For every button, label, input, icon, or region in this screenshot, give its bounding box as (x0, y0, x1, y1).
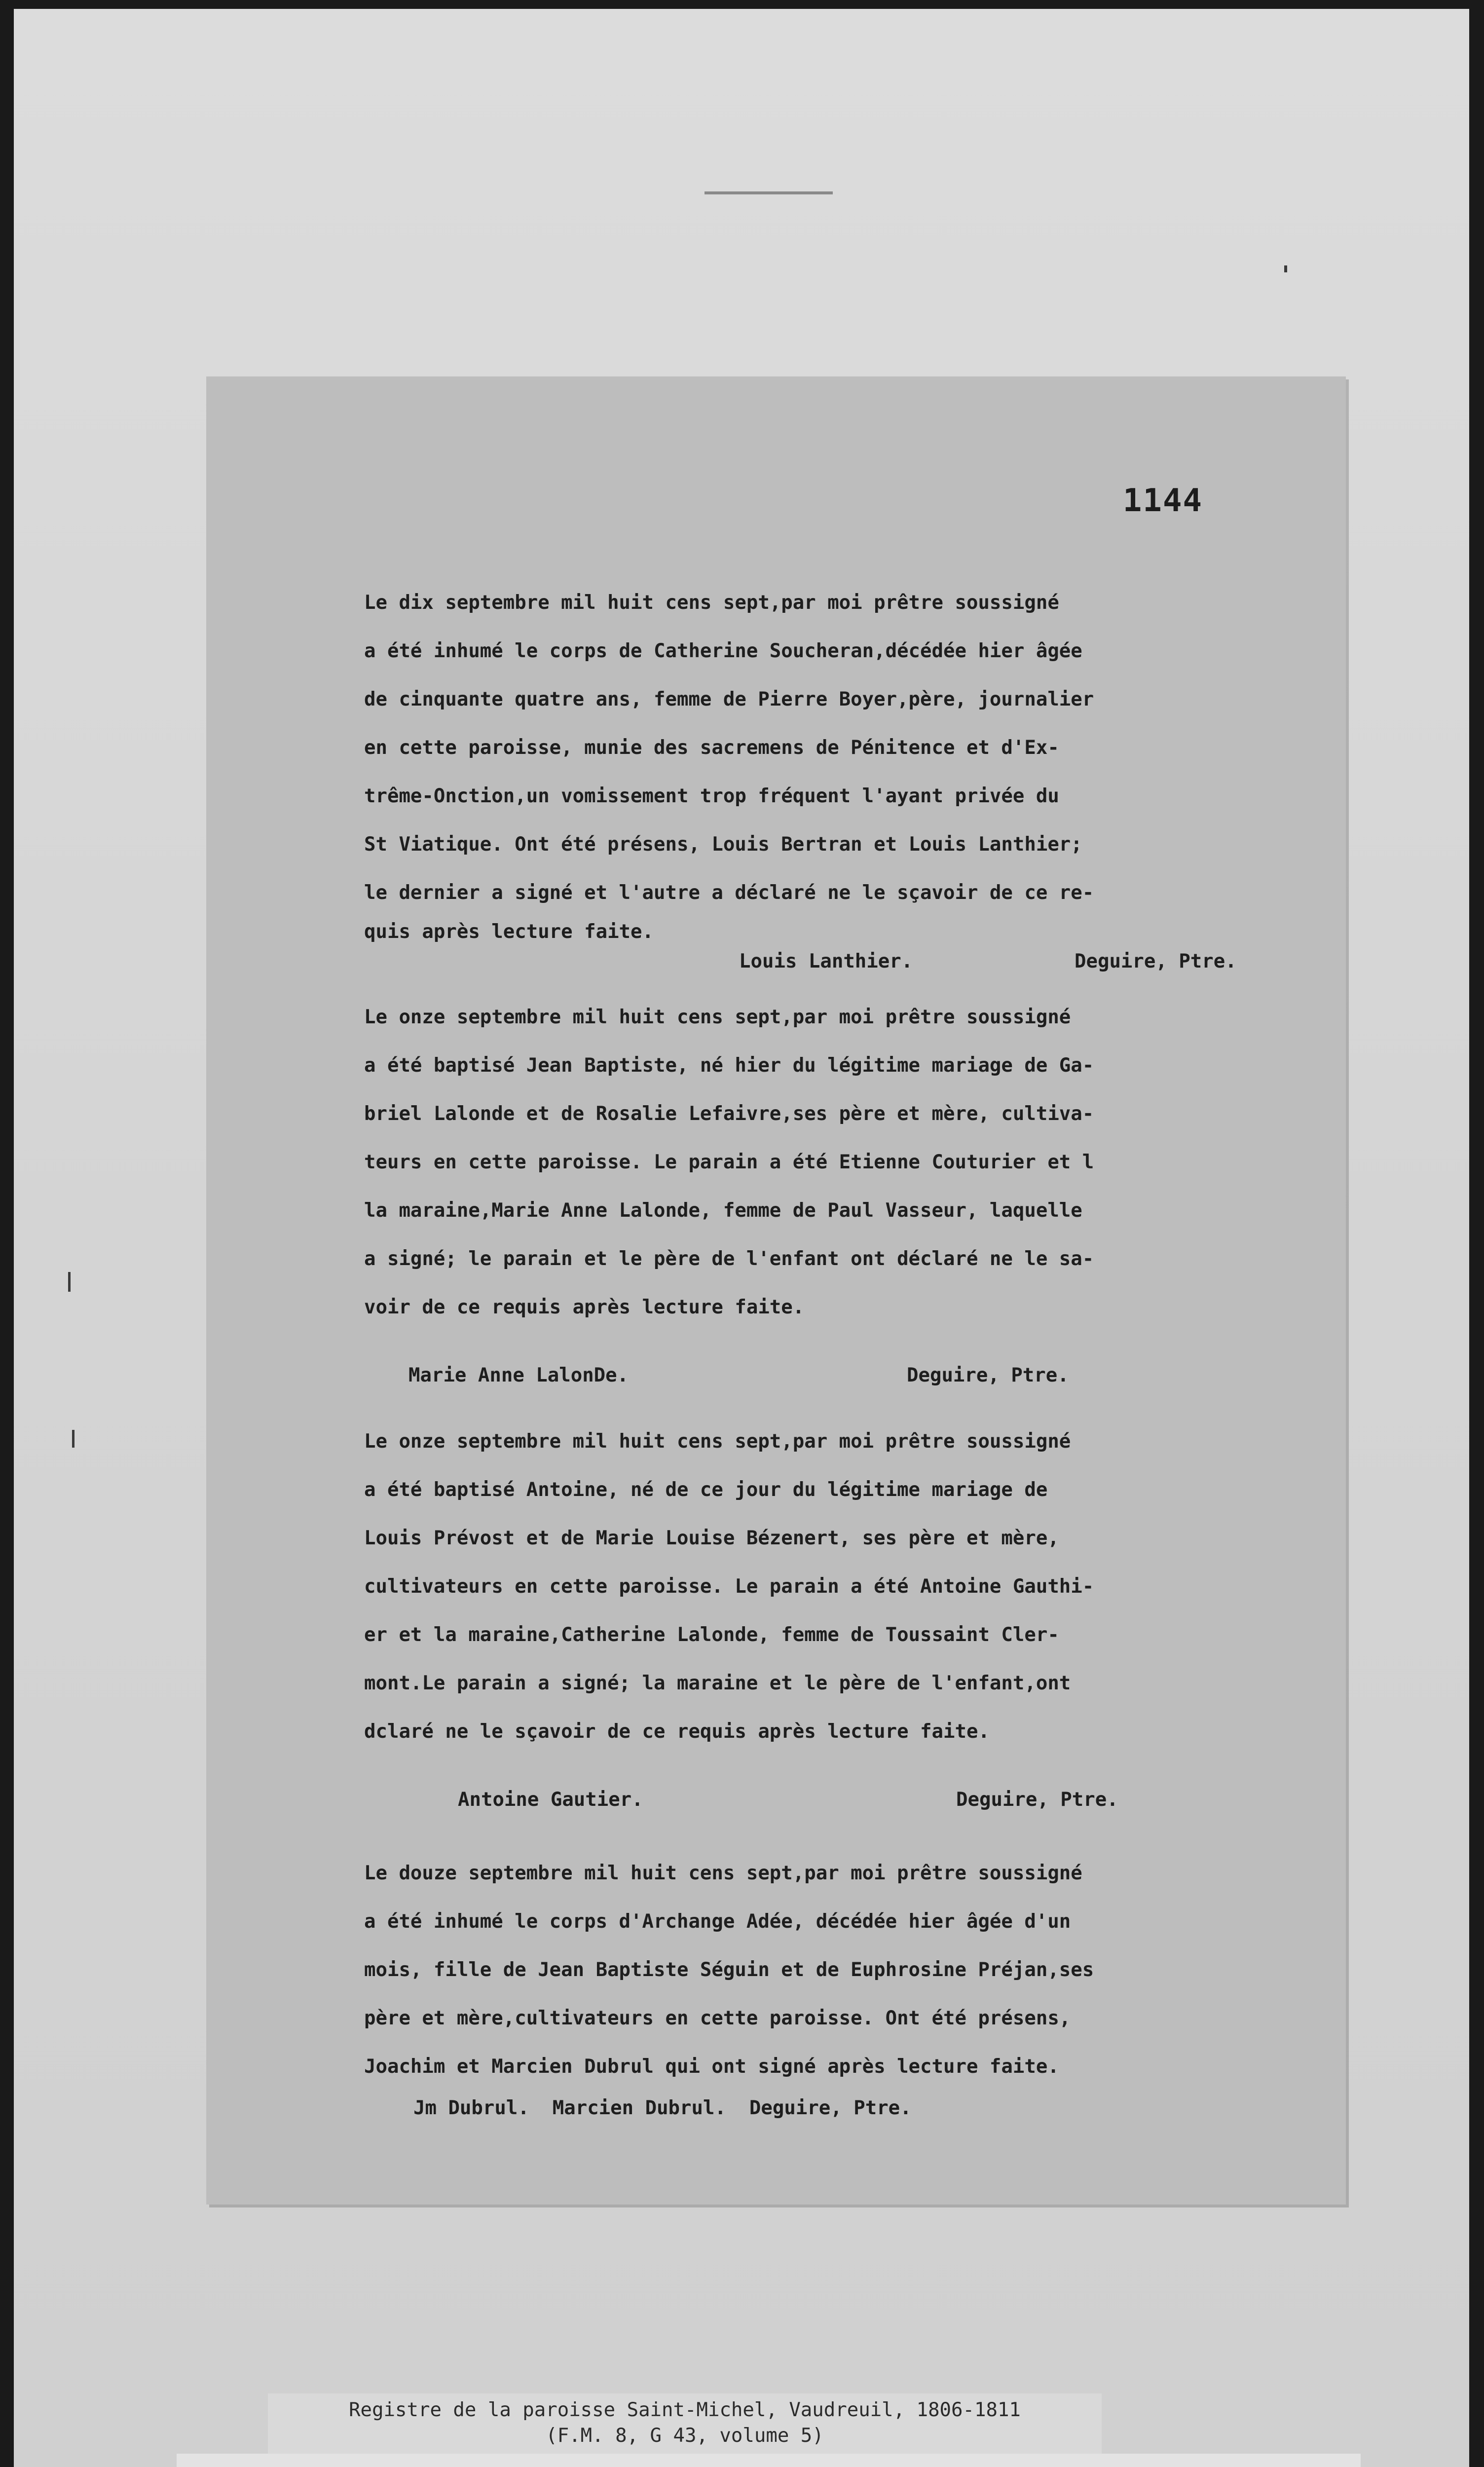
entry-line: St Viatique. Ont été présens, Louis Bertran et Louis Lanthier; (364, 833, 1082, 856)
entry-line: a été baptisé Jean Baptiste, né hier du légitime mariage de Ga- (364, 1054, 1094, 1077)
entry-line: a signé; le parain et le père de l'enfant ont déclaré ne le sa- (364, 1248, 1094, 1270)
signature-line (364, 947, 1311, 976)
entry-line: de cinquante quatre ans, femme de Pierre Boyer,père, journalier (364, 688, 1094, 710)
entry-last-line (364, 917, 1311, 947)
entry-line: le dernier a signé et l'autre a déclaré ne le sçavoir de ce re- (364, 882, 1094, 904)
signature-line (364, 1351, 1311, 1400)
signature: Antoine Gautier. (458, 1789, 643, 1811)
signature: Louis Lanthier. (739, 950, 913, 972)
register-label (268, 2393, 1102, 2457)
signature-line (364, 1776, 1311, 1824)
entry-line: er et la maraine,Catherine Lalonde, femme de Toussaint Cler- (364, 1624, 1059, 1646)
register-label-reference: (F.M. 8, G 43, volume 5) (546, 2425, 824, 2447)
entry-line: dclaré ne le sçavoir de ce requis après lecture faite. (364, 1720, 990, 1743)
entry-line: quis après lecture faite. (364, 921, 654, 943)
entry-line: mois, fille de Jean Baptiste Séguin et de Euphrosine Préjan,ses (364, 1959, 1094, 1981)
entry-line: mont.Le parain a signé; la maraine et le père de l'enfant,ont (364, 1672, 1071, 1694)
register-entry (364, 1418, 1311, 1824)
register-entry (364, 579, 1311, 976)
board-mark (72, 1430, 74, 1448)
entry-line: cultivateurs en cette paroisse. Le parain a été Antoine Gauthi- (364, 1575, 1094, 1598)
entry-line: Le dix septembre mil huit cens sept,par moi prêtre soussigné (364, 592, 1059, 614)
entry-line: Le onze septembre mil huit cens sept,par moi prêtre soussigné (364, 1006, 1071, 1028)
register-entry (364, 1849, 1311, 2126)
signature: Deguire, Ptre. (1075, 950, 1237, 972)
entry-line: Joachim et Marcien Dubrul qui ont signé après lecture faite. (364, 2056, 1059, 2078)
board-mark (1284, 265, 1287, 272)
entry-line: teurs en cette paroisse. Le parain a été Etienne Couturier et l (364, 1151, 1094, 1173)
board-mark (68, 1272, 71, 1292)
signature-line (364, 2091, 1311, 2126)
register-page (206, 376, 1346, 2205)
mounting-board (14, 9, 1469, 2467)
entry-line: a été inhumé le corps d'Archange Adée, décédée hier âgée d'un (364, 1910, 1071, 1933)
entry-line: en cette paroisse, munie des sacremens de Pénitence et d'Ex- (364, 737, 1059, 759)
archives-card (177, 2454, 1361, 2467)
entry-line: Le douze septembre mil huit cens sept,par moi prêtre soussigné (364, 1862, 1082, 1884)
signature: Marie Anne LalonDe. (408, 1364, 629, 1386)
page-number: 1144 (1122, 483, 1203, 519)
signature: Deguire, Ptre. (907, 1364, 1069, 1386)
entry-line: a été baptisé Antoine, né de ce jour du légitime mariage de (364, 1479, 1048, 1501)
entry-line: la maraine,Marie Anne Lalonde, femme de Paul Vasseur, laquelle (364, 1199, 1082, 1222)
signature: Jm Dubrul. Marcien Dubrul. Deguire, Ptre. (413, 2097, 912, 2119)
signature: Deguire, Ptre. (956, 1789, 1118, 1811)
register-label-title: Registre de la paroisse Saint-Michel, Vaudreuil, 1806-1811 (349, 2399, 1021, 2421)
entry-line: Louis Prévost et de Marie Louise Bézenert, ses père et mère, (364, 1527, 1059, 1549)
entry-line: Le onze septembre mil huit cens sept,par moi prêtre soussigné (364, 1430, 1071, 1453)
entry-line: a été inhumé le corps de Catherine Soucheran,décédée hier âgée (364, 640, 1082, 662)
register-entry (364, 993, 1311, 1400)
entry-line: voir de ce requis après lecture faite. (364, 1296, 805, 1318)
entry-line: trême-Onction,un vomissement trop fréquent l'ayant privée du (364, 785, 1059, 807)
board-mark (705, 191, 833, 194)
entry-line: père et mère,cultivateurs en cette paroisse. Ont été présens, (364, 2007, 1071, 2029)
entry-line: briel Lalonde et de Rosalie Lefaivre,ses père et mère, cultiva- (364, 1103, 1094, 1125)
